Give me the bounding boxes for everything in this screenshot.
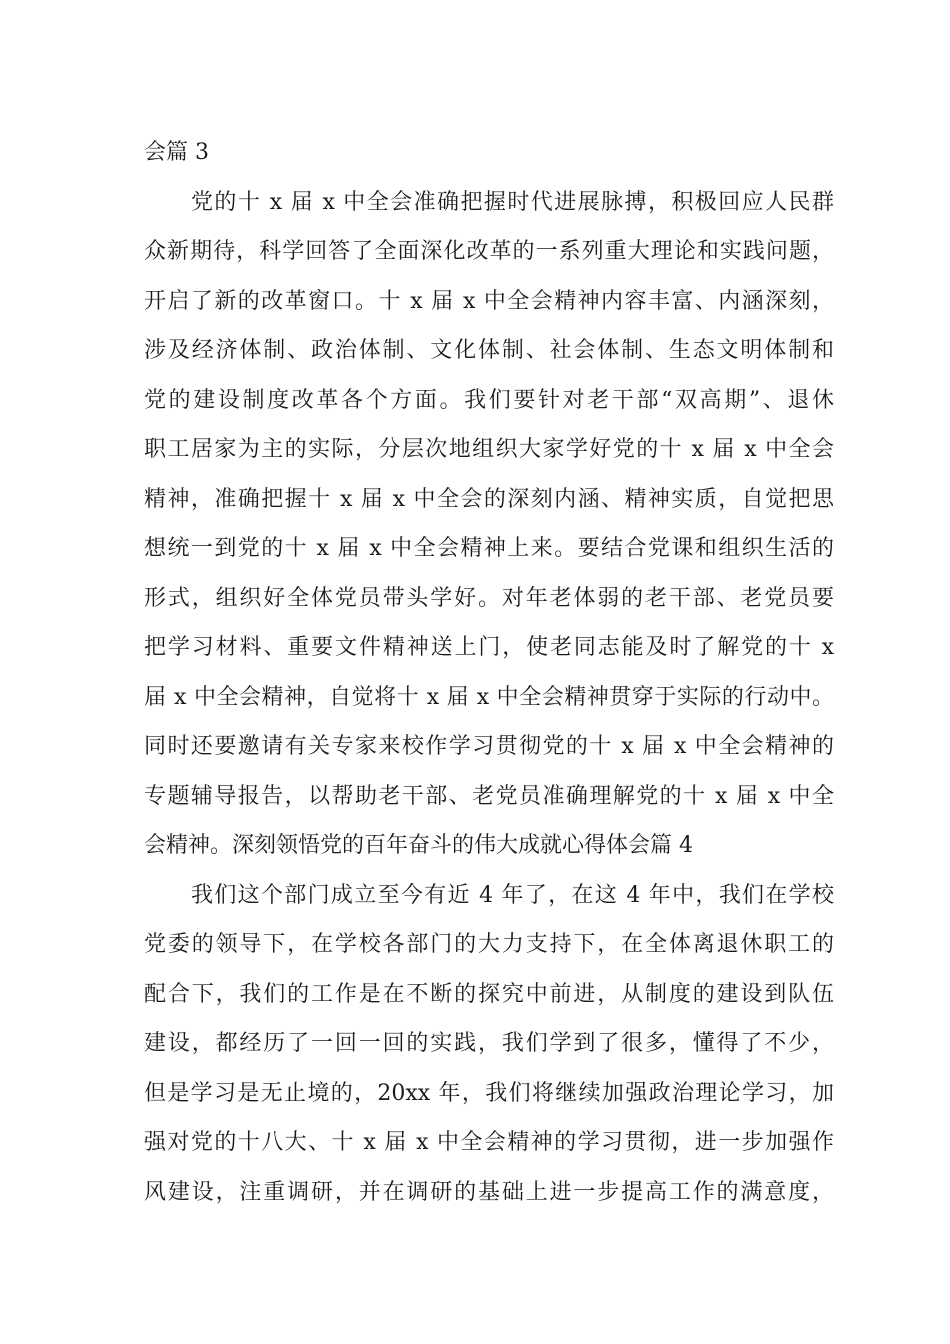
text-line: 开启了新的改革窗口。十 x 届 x 中全会精神内容丰富、内涵深刻，	[144, 288, 834, 314]
text-line: 建设，都经历了一回一回的实践，我们学到了很多，懂得了不少，	[144, 1031, 834, 1056]
document-body	[144, 133, 834, 1222]
text-line: 届 x 中全会精神，自觉将十 x 届 x 中全会精神贯穿于实际的行动中。	[144, 684, 834, 710]
text-line: 会精神。深刻领悟党的百年奋斗的伟大成就心得体会篇 4	[144, 833, 693, 858]
text-line: 强对党的十八大、十 x 届 x 中全会精神的学习贯彻，进一步加强作	[144, 1130, 834, 1155]
text-line: 专题辅导报告，以帮助老干部、老党员准确理解党的十 x 届 x 中全	[144, 783, 834, 809]
text-line: 涉及经济体制、政治体制、文化体制、社会体制、生态文明体制和	[144, 338, 834, 363]
text-line: 职工居家为主的实际，分层次地组织大家学好党的十 x 届 x 中全会	[144, 437, 834, 462]
text-line: 把学习材料、重要文件精神送上门，使老同志能及时了解党的十 x	[144, 635, 834, 660]
text-line: 会篇 3	[144, 140, 209, 165]
text-line: 众新期待，科学回答了全面深化改革的一系列重大理论和实践问题，	[144, 239, 834, 264]
text-line: 但是学习是无止境的，20xx 年，我们将继续加强政治理论学习，加	[144, 1080, 834, 1106]
text-line: 党的十 x 届 x 中全会准确把握时代进展脉搏，积极回应人民群	[191, 189, 834, 215]
text-line: 我们这个部门成立至今有近 4 年了，在这 4 年中，我们在学校	[191, 882, 834, 908]
text-line: 配合下，我们的工作是在不断的探究中前进，从制度的建设到队伍	[144, 981, 834, 1007]
text-line: 同时还要邀请有关专家来校作学习贯彻党的十 x 届 x 中全会精神的	[144, 734, 834, 759]
text-line: 党委的领导下，在学校各部门的大力支持下，在全体离退休职工的	[144, 932, 834, 957]
text-line: 党的建设制度改革各个方面。我们要针对老干部“双高期”、退休	[144, 387, 834, 413]
text-line: 想统一到党的十 x 届 x 中全会精神上来。要结合党课和组织生活的	[144, 536, 834, 561]
text-line: 形式，组织好全体党员带头学好。对年老体弱的老干部、老党员要	[144, 585, 834, 611]
text-line: 精神，准确把握十 x 届 x 中全会的深刻内涵、精神实质，自觉把思	[144, 486, 834, 512]
text-line: 风建设，注重调研，并在调研的基础上进一步提高工作的满意度，	[144, 1179, 834, 1205]
